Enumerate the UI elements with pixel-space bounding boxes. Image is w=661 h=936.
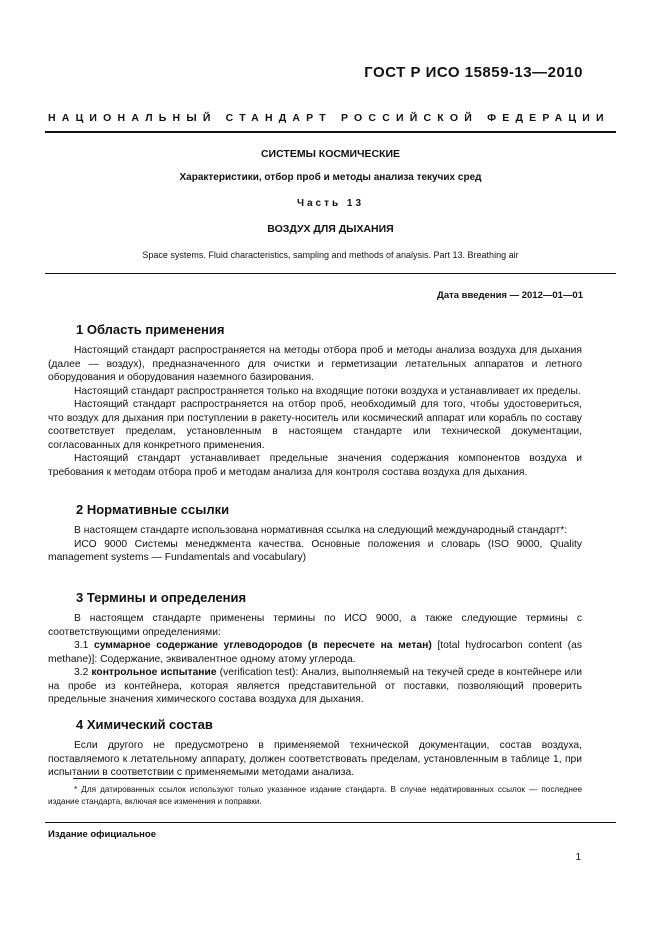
section-1-body (48, 344, 582, 479)
paragraph: Настоящий стандарт распространяется только на входящие потоки воздуха и устанавливает их пределы. (74, 385, 581, 397)
section-2-body (48, 524, 582, 565)
header-rule (45, 131, 616, 133)
edition-label: Издание официальное (48, 829, 156, 840)
footnote: * Для датированных ссылок используют только указанное издание стандарта. В случае недатированных ссылок — последнее издание стандарта, включая все изменения и поправки. (48, 785, 582, 806)
section-4-heading: 4 Химический состав (76, 717, 213, 732)
section-4-body (48, 739, 582, 780)
paragraph: В настоящем стандарте использована нормативная ссылка на следующий международный стандарт*: (74, 525, 568, 536)
section-3-body (48, 612, 582, 707)
section-3-heading: 3 Термины и определения (76, 590, 247, 605)
title-rule (45, 273, 616, 274)
title-line-3: ВОЗДУХ ДЛЯ ДЫХАНИЯ (267, 223, 394, 235)
title-line-1: СИСТЕМЫ КОСМИЧЕСКИЕ (260, 148, 401, 160)
paragraph: Если другого не предусмотрено в применяемой технической документации, состав воздуха, поставляемого к летательному аппарату, должен соответствовать пределам, установленным в таблице 1, при испытании в соответствии с применяемыми методами анализа. (48, 740, 582, 778)
paragraph: Настоящий стандарт устанавливает предельные значения содержания компонентов воздуха и требования к методам отбора проб и методам анализа для контроля состава воздуха для дыхания. (48, 453, 582, 478)
paragraph: Настоящий стандарт распространяется на методы отбора проб и методы анализа воздуха для дыхания (далее — воздух), предназначенного для очистки и герметизации летательных аппаратов и летного оборудования и оборудования наземного базирования. (48, 345, 582, 383)
paragraph: Настоящий стандарт распространяется на отбор проб, необходимый для того, чтобы удостовериться, что воздух для дыхания при поступлении в ракету-носитель или космический аппарат или корабль по составу соответствует пределам, установленным в настоящем стандарте или технической документации, согласованных для конкретного применения. (48, 399, 582, 451)
edition-rule (45, 822, 616, 823)
footnote-rule (73, 778, 194, 779)
section-1-heading: 1 Область применения (76, 322, 225, 337)
title-part: Часть 13 (296, 198, 365, 209)
section-2-heading: 2 Нормативные ссылки (76, 502, 230, 517)
page-number: 1 (575, 852, 581, 863)
document-id: ГОСТ Р ИСО 15859-13—2010 (364, 64, 583, 81)
paragraph: В настоящем стандарте применены термины по ИСО 9000, а также следующие термины с соответствующими определениями: (48, 613, 582, 638)
standard-header: НАЦИОНАЛЬНЫЙ СТАНДАРТ РОССИЙСКОЙ ФЕДЕРАЦИИ (48, 112, 610, 124)
title-english: Space systems. Fluid characteristics, sampling and methods of analysis. Part 13. Breathing air (142, 250, 519, 260)
term-entry: 3.2 контрольное испытание (verification test): Анализ, выполняемый на текучей среде в контейнере или на пробе из контейнера, которая является представительной от поставки, позволяющий проверить предельные значения химического состава воздуха для дыхания. (48, 667, 582, 705)
title-line-2: Характеристики, отбор проб и методы анализа текучих сред (179, 172, 482, 183)
paragraph: ИСО 9000 Системы менеджмента качества. Основные положения и словарь (ISO 9000, Quality management systems — Fundamentals and vocabulary) (48, 538, 582, 563)
effective-date: Дата введения — 2012—01—01 (437, 290, 583, 301)
term-entry: 3.1 суммарное содержание углеводородов (в пересчете на метан) [total hydrocarbon content (as methane)]: Содержание, эквивалентное одному атому углерода. (48, 640, 582, 665)
